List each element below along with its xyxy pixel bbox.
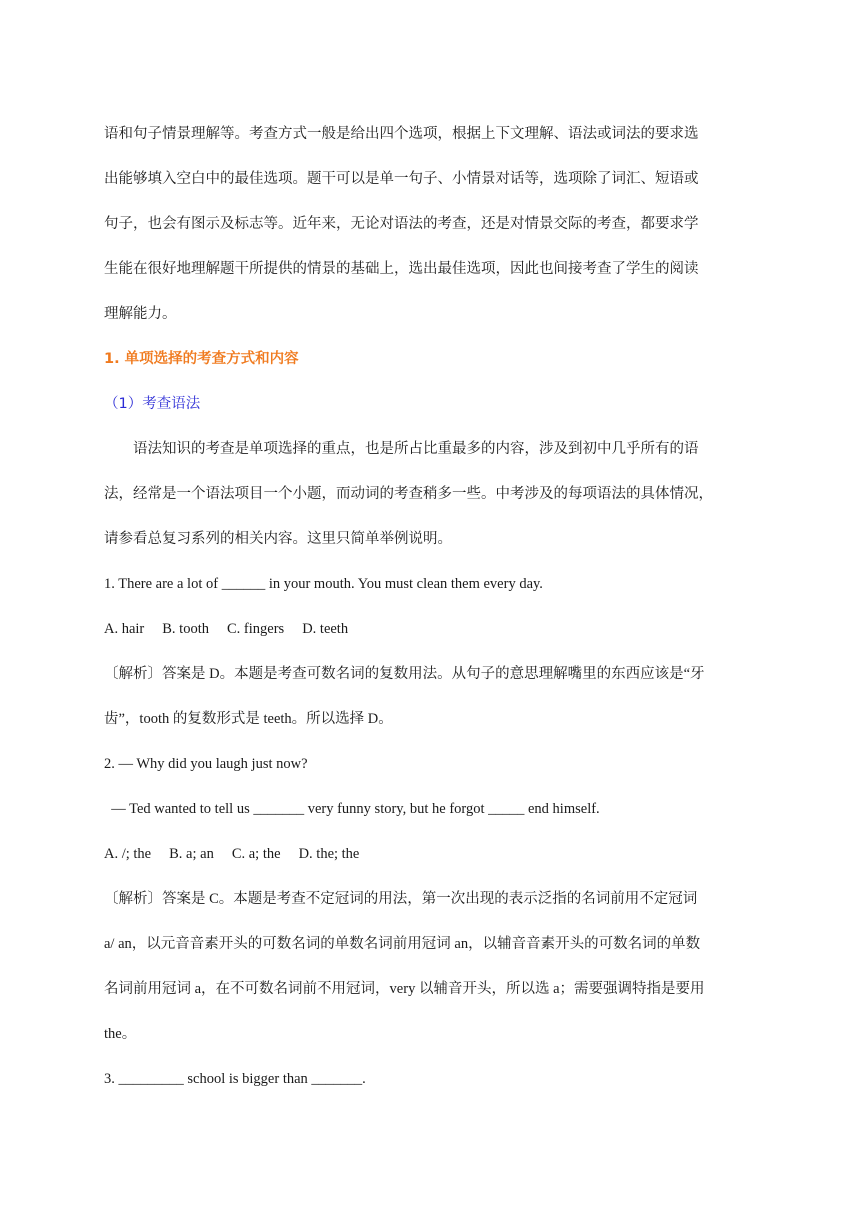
option-a: A. /; the xyxy=(104,846,152,862)
option-c: C. a; the xyxy=(231,846,281,862)
paragraph-line: 语和句子情景理解等。考查方式一般是给出四个选项，根据上下文理解、语法或词法的要求选 xyxy=(104,126,699,142)
question-stem: 1. There are a lot of ______ in your mouth. You must clean them every day. xyxy=(104,576,543,592)
option-a: A. hair xyxy=(104,621,145,637)
question-options xyxy=(104,607,734,652)
grammar-paragraph xyxy=(104,427,734,562)
paragraph-line: 理解能力。 xyxy=(104,306,177,322)
question-stem: 2. — Why did you laugh just now? xyxy=(104,756,308,772)
option-d: D. the; the xyxy=(298,846,360,862)
option-d: D. teeth xyxy=(302,621,349,637)
section-heading: 1. 单项选择的考查方式和内容 xyxy=(104,351,299,367)
question-options xyxy=(104,832,734,877)
analysis-line: 齿”，tooth 的复数形式是 teeth。所以选择 D。 xyxy=(104,711,393,727)
paragraph-line: 出能够填入空白中的最佳选项。题干可以是单一句子、小情景对话等，选项除了词汇、短语或 xyxy=(104,171,699,187)
paragraph-line: 生能在很好地理解题干所提供的情景的基础上，选出最佳选项，因此也间接考查了学生的阅读 xyxy=(104,261,699,277)
question-stem: 3. _________ school is bigger than _______. xyxy=(104,1071,366,1087)
paragraph-line: 法，经常是一个语法项目一个小题，而动词的考查稍多一些。中考涉及的每项语法的具体情况， xyxy=(104,486,713,502)
question-stem-dialogue: — Ted wanted to tell us _______ very funny story, but he forgot _____ end himself. xyxy=(104,801,600,817)
analysis-line: 名词前用冠词 a，在不可数名词前不用冠词，very 以辅音开头，所以选 a；需要强调特指是要用 xyxy=(104,981,705,997)
analysis-line: 〔解析〕答案是 C。本题是考查不定冠词的用法，第一次出现的表示泛指的名词前用不定冠词 xyxy=(104,891,698,907)
analysis-line: the。 xyxy=(104,1026,137,1042)
paragraph-line: 请参看总复习系列的相关内容。这里只简单举例说明。 xyxy=(104,531,452,547)
option-b: B. a; an xyxy=(169,846,214,862)
analysis-line: a/ an，以元音音素开头的可数名词的单数名词前用冠词 an，以辅音音素开头的可数名词的单数 xyxy=(104,936,701,952)
analysis-line: 〔解析〕答案是 D。本题是考查可数名词的复数用法。从句子的意思理解嘴里的东西应该是“牙 xyxy=(104,666,705,682)
subsection-heading: （1）考查语法 xyxy=(104,396,201,412)
intro-paragraph xyxy=(104,112,734,337)
paragraph-line: 句子，也会有图示及标志等。近年来，无论对语法的考查，还是对情景交际的考查，都要求学 xyxy=(104,216,699,232)
option-c: C. fingers xyxy=(227,621,285,637)
question-3 xyxy=(104,1057,734,1102)
option-b: B. tooth xyxy=(162,621,209,637)
question-2 xyxy=(104,742,734,1057)
paragraph-line: 语法知识的考查是单项选择的重点，也是所占比重最多的内容，涉及到初中几乎所有的语 xyxy=(133,441,699,457)
question-1 xyxy=(104,562,734,742)
document-page xyxy=(104,112,734,1102)
